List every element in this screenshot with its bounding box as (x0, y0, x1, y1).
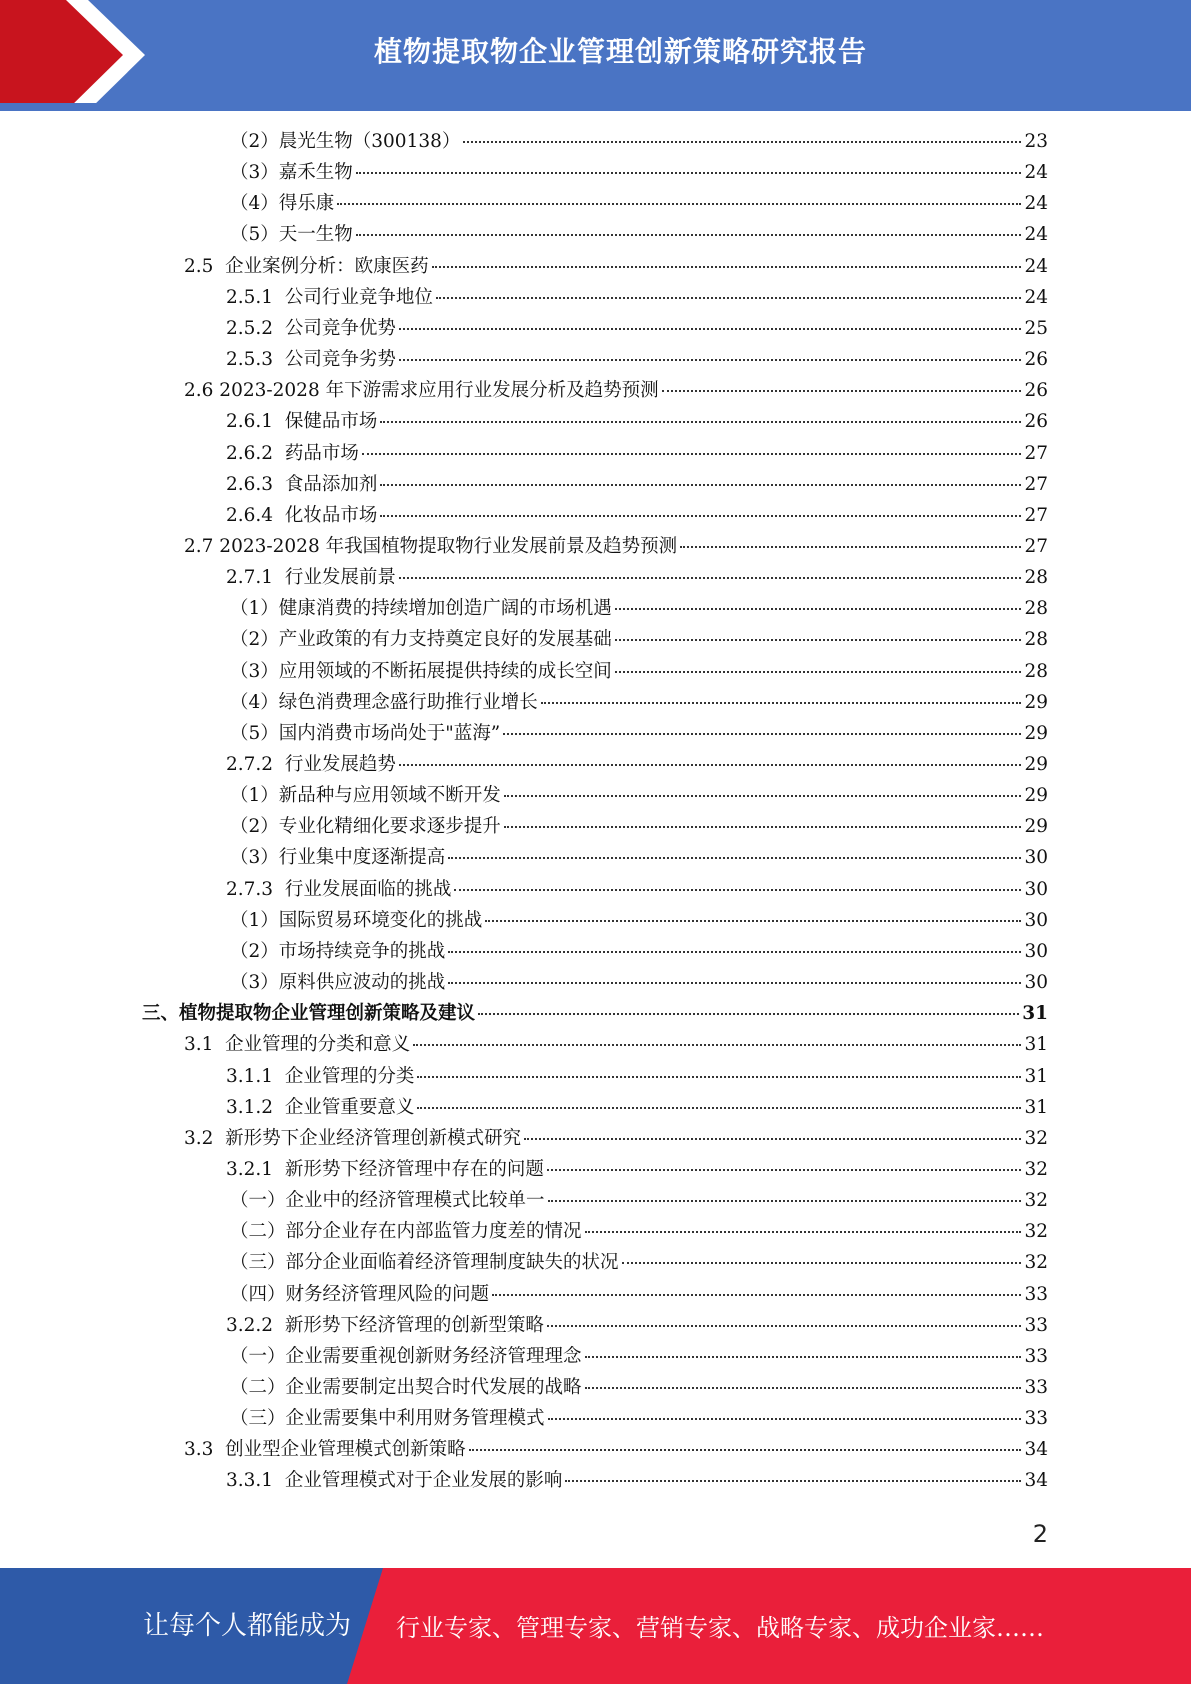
toc-dot-leader (504, 826, 1022, 828)
toc-entry[interactable] (184, 1124, 1048, 1155)
toc-entry-title: 三、植物提取物企业管理创新策略及建议 (142, 1003, 476, 1024)
toc-entry[interactable] (230, 127, 1048, 158)
toc-dot-leader (454, 889, 1021, 891)
toc-entry-page: 33 (1024, 1377, 1048, 1398)
toc-dot-leader (680, 546, 1021, 548)
toc-entry[interactable] (184, 532, 1048, 563)
toc-entry-title: （2）市场持续竞争的挑战 (230, 941, 446, 962)
toc-entry-page: 30 (1024, 910, 1048, 931)
toc-entry-page: 33 (1024, 1346, 1048, 1367)
toc-entry-page: 28 (1024, 567, 1048, 588)
toc-entry-title: 2.5.3 公司竞争劣势 (226, 349, 396, 370)
toc-dot-leader (615, 671, 1022, 673)
toc-entry[interactable] (230, 1186, 1048, 1217)
toc-entry-page: 30 (1024, 879, 1048, 900)
toc-entry-title: 2.6.1 保健品市场 (226, 411, 378, 432)
toc-entry-page: 24 (1024, 193, 1048, 214)
toc-dot-leader (463, 141, 1021, 143)
toc-entry-title: （四）财务经济管理风险的问题 (230, 1284, 490, 1305)
toc-entry-page: 29 (1024, 785, 1048, 806)
toc-entry-title: 2.5.2 公司竞争优势 (226, 318, 396, 339)
toc-dot-leader (380, 515, 1021, 517)
toc-entry-title: （二）部分企业存在内部监管力度差的情况 (230, 1221, 582, 1242)
toc-dot-leader (356, 234, 1022, 236)
toc-entry-title: （一）企业需要重视创新财务经济管理理念 (230, 1346, 582, 1367)
toc-entry[interactable] (226, 283, 1048, 314)
toc-entry[interactable] (184, 252, 1048, 283)
page-number: 2 (1032, 1520, 1048, 1548)
footer-tagline: 行业专家、管理专家、营销专家、战略专家、成功企业家…… (396, 1614, 1044, 1642)
toc-entry-title: 3.3 创业型企业管理模式创新策略 (184, 1439, 466, 1460)
toc-dot-leader (436, 297, 1022, 299)
toc-entry[interactable] (226, 1062, 1048, 1093)
toc-dot-leader (547, 1325, 1022, 1327)
toc-entry-title: （3）应用领域的不断拓展提供持续的成长空间 (230, 661, 612, 682)
toc-entry-title: 2.5 企业案例分析：欧康医药 (184, 256, 429, 277)
toc-entry[interactable] (226, 1466, 1048, 1497)
toc-entry-page: 29 (1024, 754, 1048, 775)
report-header (0, 0, 1191, 111)
footer-slogan: 让每个人都能成为 (143, 1611, 352, 1641)
toc-dot-leader (417, 1107, 1021, 1109)
toc-dot-leader (399, 577, 1022, 579)
toc-entry[interactable] (226, 1155, 1048, 1186)
toc-entry-title: 2.7 2023-2028 年我国植物提取物行业发展前景及趋势预测 (184, 536, 678, 557)
toc-dot-leader (485, 920, 1021, 922)
toc-entry[interactable] (230, 1280, 1048, 1311)
toc-entry[interactable] (226, 345, 1048, 376)
toc-entry-page: 33 (1024, 1284, 1048, 1305)
toc-entry-title: （1）健康消费的持续增加创造广阔的市场机遇 (230, 598, 612, 619)
toc-entry[interactable] (230, 594, 1048, 625)
toc-entry-page: 32 (1024, 1221, 1048, 1242)
toc-entry-title: （5）国内消费市场尚处于"蓝海” (230, 723, 501, 744)
toc-entry-page: 30 (1024, 847, 1048, 868)
toc-entry-page: 28 (1024, 598, 1048, 619)
toc-entry-page: 24 (1024, 162, 1048, 183)
toc-entry[interactable] (230, 781, 1048, 812)
toc-entry-page: 31 (1024, 1066, 1048, 1087)
toc-entry[interactable] (226, 407, 1048, 438)
toc-entry-page: 30 (1024, 972, 1048, 993)
toc-entry-title: 3.2.1 新形势下经济管理中存在的问题 (226, 1159, 544, 1180)
toc-entry-page: 32 (1024, 1128, 1048, 1149)
toc-entry-page: 32 (1024, 1190, 1048, 1211)
toc-entry-title: 3.1.1 企业管理的分类 (226, 1066, 415, 1087)
toc-entry-page: 28 (1024, 629, 1048, 650)
toc-dot-leader (417, 1076, 1021, 1078)
toc-dot-leader (399, 359, 1022, 361)
toc-entry[interactable] (226, 501, 1048, 532)
report-footer (0, 1568, 1191, 1684)
toc-entry-page: 28 (1024, 661, 1048, 682)
toc-entry-page: 27 (1024, 443, 1048, 464)
toc-entry-title: 2.6.4 化妆品市场 (226, 505, 378, 526)
toc-entry-title: 2.5.1 公司行业竞争地位 (226, 287, 433, 308)
toc-entry-title: （2）晨光生物（300138） (230, 131, 461, 152)
toc-entry[interactable] (226, 750, 1048, 781)
toc-entry[interactable] (230, 1373, 1048, 1404)
toc-entry-title: （2）专业化精细化要求逐步提升 (230, 816, 501, 837)
toc-dot-leader (362, 453, 1022, 455)
toc-entry[interactable] (184, 1435, 1048, 1466)
toc-entry-title: 3.1.2 企业管重要意义 (226, 1097, 415, 1118)
toc-entry[interactable] (184, 376, 1048, 407)
toc-entry[interactable] (226, 439, 1048, 470)
toc-dot-leader (337, 203, 1021, 205)
toc-entry-title: 2.6 2023-2028 年下游需求应用行业发展分析及趋势预测 (184, 380, 659, 401)
toc-entry-title: （二）企业需要制定出契合时代发展的战略 (230, 1377, 582, 1398)
toc-dot-leader (585, 1356, 1022, 1358)
toc-entry[interactable] (184, 1030, 1048, 1061)
toc-entry-page: 29 (1024, 692, 1048, 713)
toc-entry-title: 2.7.3 行业发展面临的挑战 (226, 879, 452, 900)
toc-entry-page: 26 (1024, 380, 1048, 401)
toc-dot-leader (548, 1418, 1022, 1420)
toc-dot-leader (399, 764, 1022, 766)
toc-dot-leader (399, 328, 1022, 330)
toc-dot-leader (662, 390, 1022, 392)
toc-entry[interactable] (230, 906, 1048, 937)
toc-entry-page: 33 (1024, 1315, 1048, 1336)
toc-entry[interactable] (230, 1248, 1048, 1279)
toc-entry[interactable] (230, 937, 1048, 968)
toc-entry-title: 3.3.1 企业管理模式对于企业发展的影响 (226, 1470, 563, 1491)
toc-entry[interactable] (230, 1404, 1048, 1435)
toc-entry-page: 24 (1024, 287, 1048, 308)
toc-entry[interactable] (226, 314, 1048, 345)
toc-entry-title: （4）得乐康 (230, 193, 335, 214)
toc-entry-page: 32 (1024, 1159, 1048, 1180)
toc-entry-title: （一）企业中的经济管理模式比较单一 (230, 1190, 545, 1211)
toc-entry-title: （2）产业政策的有力支持奠定良好的发展基础 (230, 629, 612, 650)
toc-entry-title: （三）企业需要集中利用财务管理模式 (230, 1408, 545, 1429)
toc-entry[interactable] (230, 1217, 1048, 1248)
toc-entry[interactable] (230, 812, 1048, 843)
toc-entry-page: 34 (1024, 1470, 1048, 1491)
toc-entry-title: （3）原料供应波动的挑战 (230, 972, 446, 993)
toc-entry[interactable] (230, 843, 1048, 874)
toc-entry[interactable] (142, 999, 1048, 1030)
toc-entry-title: 2.7.1 行业发展前景 (226, 567, 396, 588)
toc-entry-page: 31 (1022, 1003, 1048, 1024)
toc-entry[interactable] (230, 719, 1048, 750)
toc-entry[interactable] (230, 657, 1048, 688)
toc-entry[interactable] (226, 563, 1048, 594)
toc-dot-leader (448, 951, 1021, 953)
toc-dot-leader (548, 1200, 1022, 1202)
toc-entry-page: 31 (1024, 1034, 1048, 1055)
toc-entry[interactable] (230, 220, 1048, 251)
toc-dot-leader (524, 1138, 1021, 1140)
toc-entry-page: 31 (1024, 1097, 1048, 1118)
toc-entry-page: 23 (1024, 131, 1048, 152)
toc-entry[interactable] (230, 189, 1048, 220)
toc-dot-leader (504, 795, 1022, 797)
toc-dot-leader (541, 702, 1022, 704)
toc-entry-title: 2.6.2 药品市场 (226, 443, 359, 464)
toc-entry-page: 27 (1024, 536, 1048, 557)
toc-dot-leader (478, 1013, 1019, 1015)
toc-entry-page: 32 (1024, 1252, 1048, 1273)
toc-entry-page: 29 (1024, 723, 1048, 744)
toc-entry[interactable] (226, 875, 1048, 906)
toc-dot-leader (565, 1480, 1021, 1482)
toc-dot-leader (469, 1449, 1022, 1451)
toc-entry-page: 26 (1024, 349, 1048, 370)
toc-entry[interactable] (230, 625, 1048, 656)
toc-dot-leader (380, 421, 1021, 423)
toc-entry-title: 2.6.3 食品添加剂 (226, 474, 378, 495)
toc-entry-page: 27 (1024, 505, 1048, 526)
toc-dot-leader (503, 733, 1021, 735)
toc-entry-title: （1）新品种与应用领域不断开发 (230, 785, 501, 806)
toc-entry-title: （5）天一生物 (230, 224, 353, 245)
toc-dot-leader (615, 608, 1022, 610)
toc-dot-leader (356, 172, 1022, 174)
toc-entry[interactable] (226, 470, 1048, 501)
toc-dot-leader (448, 857, 1021, 859)
toc-dot-leader (432, 266, 1022, 268)
toc-entry-title: 3.2 新形势下企业经济管理创新模式研究 (184, 1128, 522, 1149)
toc-dot-leader (492, 1294, 1021, 1296)
toc-dot-leader (380, 484, 1021, 486)
toc-entry-title: 3.1 企业管理的分类和意义 (184, 1034, 411, 1055)
toc-entry-page: 34 (1024, 1439, 1048, 1460)
toc-entry-page: 24 (1024, 256, 1048, 277)
toc-dot-leader (585, 1231, 1022, 1233)
toc-entry-title: （3）嘉禾生物 (230, 162, 353, 183)
toc-entry-page: 27 (1024, 474, 1048, 495)
toc-entry-title: （1）国际贸易环境变化的挑战 (230, 910, 483, 931)
toc-dot-leader (547, 1169, 1022, 1171)
toc-entry[interactable] (230, 1342, 1048, 1373)
toc-entry-title: 2.7.2 行业发展趋势 (226, 754, 396, 775)
toc-entry[interactable] (230, 158, 1048, 189)
toc-dot-leader (585, 1387, 1022, 1389)
toc-dot-leader (448, 982, 1021, 984)
toc-entry-title: （三）部分企业面临着经济管理制度缺失的状况 (230, 1252, 619, 1273)
toc-entry-page: 25 (1024, 318, 1048, 339)
toc-entry-page: 26 (1024, 411, 1048, 432)
toc-entry-title: 3.2.2 新形势下经济管理的创新型策略 (226, 1315, 544, 1336)
toc-dot-leader (615, 639, 1022, 641)
toc-entry-page: 30 (1024, 941, 1048, 962)
toc-entry-title: （3）行业集中度逐渐提高 (230, 847, 446, 868)
report-title: 植物提取物企业管理创新策略研究报告 (373, 35, 867, 68)
toc-dot-leader (413, 1044, 1021, 1046)
toc-entry[interactable] (226, 1311, 1048, 1342)
toc-entry-page: 33 (1024, 1408, 1048, 1429)
toc-entry-page: 29 (1024, 816, 1048, 837)
toc-entry[interactable] (226, 1093, 1048, 1124)
toc-entry-page: 24 (1024, 224, 1048, 245)
toc-entry[interactable] (230, 688, 1048, 719)
toc-dot-leader (622, 1262, 1022, 1264)
toc-entry[interactable] (230, 968, 1048, 999)
toc-entry-title: （4）绿色消费理念盛行助推行业增长 (230, 692, 538, 713)
